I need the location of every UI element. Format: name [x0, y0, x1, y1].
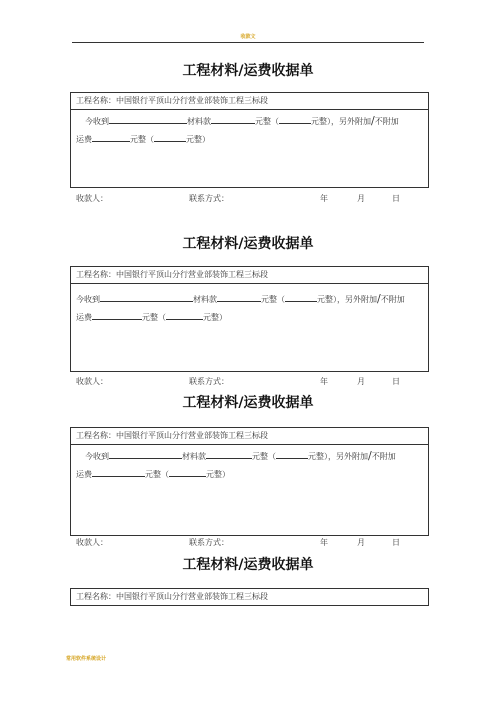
yuan2-close-label: 元整） — [186, 135, 210, 144]
freight-label: 运费 — [76, 313, 92, 322]
received-label: 今收到 — [85, 452, 109, 461]
no-extra-label: 不附加 — [371, 452, 396, 461]
day-label: 日 — [392, 377, 400, 386]
contact-label: 联系方式： — [189, 538, 229, 547]
payee-label: 收款人： — [76, 194, 108, 203]
freight-amount-blank[interactable] — [92, 310, 142, 320]
yuan-label: 元整（ — [252, 452, 276, 461]
page-header-label: 收款文 — [240, 34, 256, 40]
material-amount-words-blank[interactable] — [276, 449, 308, 459]
material-label: 材料款 — [182, 452, 206, 461]
freight-amount-words-blank[interactable] — [166, 310, 203, 320]
received-label: 今收到 — [76, 295, 100, 304]
month-label: 月 — [357, 377, 365, 386]
yuan2-label: 元整（ — [145, 470, 169, 479]
material-amount-blank[interactable] — [217, 292, 261, 302]
received-label: 今收到 — [85, 117, 109, 126]
slash: / — [368, 449, 372, 462]
page-footer-label: 常用软件系统设计 — [66, 656, 107, 662]
receipt-line-2 — [76, 131, 423, 149]
extra-label: 另外附加 — [336, 452, 368, 461]
year-label: 年 — [320, 377, 328, 386]
receipt-content — [71, 110, 428, 149]
payee-label: 收款人： — [76, 538, 108, 547]
material-label: 材料款 — [187, 117, 211, 126]
yuan2-label: 元整（ — [142, 313, 166, 322]
freight-label: 运费 — [76, 470, 92, 479]
slash: / — [371, 114, 375, 127]
no-extra-label: 不附加 — [380, 295, 405, 304]
payer-blank[interactable] — [100, 292, 193, 302]
project-name: 工程名称：中国银行平顶山分行营业部装饰工程三标段 — [71, 267, 428, 284]
contact-label: 联系方式： — [189, 377, 229, 386]
day-label: 日 — [392, 538, 400, 547]
month-label: 月 — [357, 538, 365, 547]
yuan2-label: 元整（ — [130, 135, 154, 144]
month-label: 月 — [357, 194, 365, 203]
receipt-form — [70, 427, 429, 536]
freight-amount-blank[interactable] — [92, 132, 130, 142]
receipt-line-2 — [76, 466, 423, 484]
form-title: 工程材料/运费收据单 — [182, 395, 314, 411]
freight-label: 运费 — [76, 135, 92, 144]
form-title: 工程材料/运费收据单 — [182, 557, 314, 573]
yuan2-close-label: 元整） — [206, 470, 230, 479]
freight-amount-words-blank[interactable] — [154, 132, 186, 142]
header-rule — [72, 42, 424, 43]
material-label: 材料款 — [193, 295, 217, 304]
yuan-label: 元整（ — [261, 295, 285, 304]
receipt-form — [70, 92, 429, 188]
payer-blank[interactable] — [109, 114, 187, 124]
receipt-line-2 — [76, 309, 423, 327]
receipt-line-1 — [76, 112, 423, 131]
day-label: 日 — [392, 194, 400, 203]
project-name: 工程名称：中国银行平顶山分行营业部装饰工程三标段 — [71, 93, 428, 110]
payee-label: 收款人： — [76, 377, 108, 386]
yuan-close-label: 元整）， — [308, 452, 336, 461]
project-name: 工程名称：中国银行平顶山分行营业部装饰工程三标段 — [76, 592, 268, 601]
payer-blank[interactable] — [109, 449, 182, 459]
year-label: 年 — [320, 538, 328, 547]
yuan-label: 元整（ — [255, 117, 279, 126]
receipt-form — [70, 588, 429, 606]
year-label: 年 — [320, 194, 328, 203]
receipt-line-1 — [76, 290, 423, 309]
freight-amount-words-blank[interactable] — [169, 467, 206, 477]
yuan-close-label: 元整）， — [311, 117, 339, 126]
receipt-form — [70, 266, 429, 372]
form-title: 工程材料/运费收据单 — [182, 236, 314, 252]
material-amount-blank[interactable] — [206, 449, 252, 459]
slash: / — [377, 292, 381, 305]
yuan2-close-label: 元整） — [203, 313, 227, 322]
form-title: 工程材料/运费收据单 — [182, 63, 314, 79]
extra-label: 另外附加 — [339, 117, 371, 126]
receipt-content — [71, 445, 428, 484]
project-name: 工程名称：中国银行平顶山分行营业部装饰工程三标段 — [71, 428, 428, 445]
freight-amount-blank[interactable] — [92, 467, 145, 477]
receipt-content — [71, 284, 428, 327]
yuan-close-label: 元整）， — [317, 295, 345, 304]
no-extra-label: 不附加 — [374, 117, 399, 126]
receipt-line-1 — [76, 447, 423, 466]
extra-label: 另外附加 — [345, 295, 377, 304]
material-amount-blank[interactable] — [211, 114, 255, 124]
contact-label: 联系方式： — [189, 194, 229, 203]
material-amount-words-blank[interactable] — [279, 114, 311, 124]
material-amount-words-blank[interactable] — [285, 292, 317, 302]
